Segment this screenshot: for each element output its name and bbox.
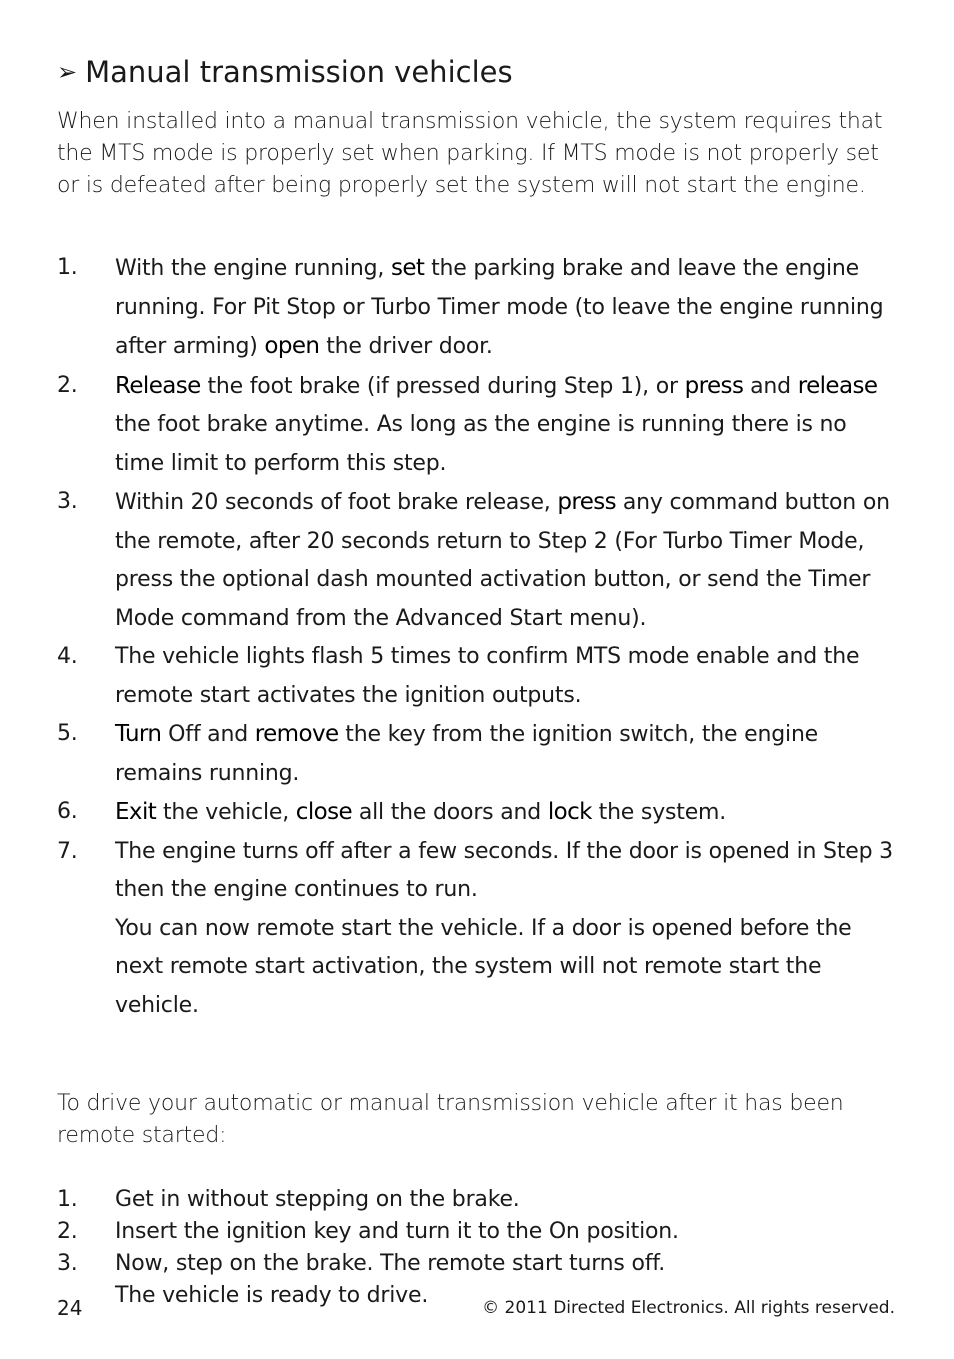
list-item	[57, 833, 895, 1026]
step-text: the vehicle,	[156, 800, 296, 825]
step-text: The vehicle lights flash 5 times to confirm MTS mode enable and the remote start activates the ignition outputs.	[115, 644, 860, 708]
drive-intro-paragraph: To drive your automatic or manual transmission vehicle after it has been remote started:	[57, 1091, 844, 1148]
step-keyword: remove	[254, 721, 339, 747]
list-item	[57, 1216, 895, 1248]
step-text: the parking brake and leave the engine running. For Pit Stop or Turbo Timer mode (to leave the engine running after arming)	[115, 256, 884, 359]
step-text: Off and	[161, 722, 255, 747]
step-text: Now, step on the brake. The remote start turns off.	[115, 1251, 665, 1276]
step-keyword: press	[684, 372, 744, 399]
step-number: 7.	[57, 838, 78, 864]
step-text: the foot brake (if pressed during Step 1), or	[200, 373, 685, 399]
list-item	[57, 249, 895, 367]
section-title: Manual transmission vehicles	[85, 55, 513, 89]
manual-page	[57, 52, 895, 1312]
step-text: Within 20 seconds of foot brake release,	[115, 490, 558, 515]
section-heading	[57, 52, 895, 92]
list-item	[57, 715, 895, 793]
step-keyword: press	[557, 489, 617, 515]
step-number: 5.	[57, 721, 78, 746]
step-text: the foot brake anytime. As long as the engine is running there is no time limit to perform this step.	[115, 412, 847, 476]
step-keyword: open	[264, 333, 320, 359]
step-number: 6.	[57, 799, 78, 824]
step-keyword: lock	[547, 799, 592, 825]
intro-paragraph: When installed into a manual transmission vehicle, the system requires that the MTS mode is properly set when parking. If MTS mode is not properly set or is defeated after being properly set the system will not start the engine.	[57, 109, 883, 198]
step-text: all the doors and	[352, 800, 548, 825]
list-item	[57, 793, 895, 833]
step-keyword: close	[295, 799, 353, 825]
step-text: the system.	[591, 800, 727, 825]
step-text: the key from the ignition switch, the engine remains running.	[115, 722, 819, 786]
step-number: 2.	[57, 372, 78, 398]
step-text: and	[743, 373, 798, 399]
step-number: 3.	[57, 1251, 78, 1276]
step-number: 1.	[57, 255, 78, 280]
step-number: 3.	[57, 489, 78, 514]
step-note: The vehicle is ready to drive.	[115, 1283, 429, 1308]
step-note: You can now remote start the vehicle. If a door is opened before the next remote start activation, the system will not remote start the vehicle.	[115, 915, 852, 1018]
list-item	[57, 367, 895, 484]
step-keyword: Release	[115, 372, 201, 399]
step-text: With the engine running,	[115, 256, 391, 281]
step-text: The engine turns off after a few seconds. If the door is opened in Step 3 then the engine continues to run.	[115, 838, 893, 902]
step-keyword: release	[797, 372, 878, 399]
step-number: 2.	[57, 1219, 78, 1244]
step-text: any command button on the remote, after 20 seconds return to Step 2 (For Turbo Timer Mode, press the optional dash mounted activation button, or send the Timer Mode command from the Advanced Start menu).	[115, 490, 890, 631]
list-item	[57, 483, 895, 638]
step-text: the driver door.	[319, 334, 493, 359]
drive-steps-list	[57, 1184, 895, 1312]
step-keyword: Turn	[115, 721, 162, 747]
step-text: Get in without stepping on the brake.	[115, 1187, 520, 1212]
page-number: 24	[57, 1296, 83, 1320]
step-number: 1.	[57, 1187, 78, 1212]
arrow-bullet-icon: ➢	[57, 58, 78, 86]
copyright-notice: © 2011 Directed Electronics. All rights reserved.	[482, 1298, 895, 1318]
step-text: Insert the ignition key and turn it to the On position.	[115, 1219, 679, 1244]
step-keyword: Exit	[115, 799, 157, 825]
list-item	[57, 1184, 895, 1216]
list-item	[57, 638, 895, 715]
mts-steps-list	[57, 249, 895, 1025]
step-keyword: set	[390, 255, 425, 281]
step-number: 4.	[57, 644, 78, 669]
